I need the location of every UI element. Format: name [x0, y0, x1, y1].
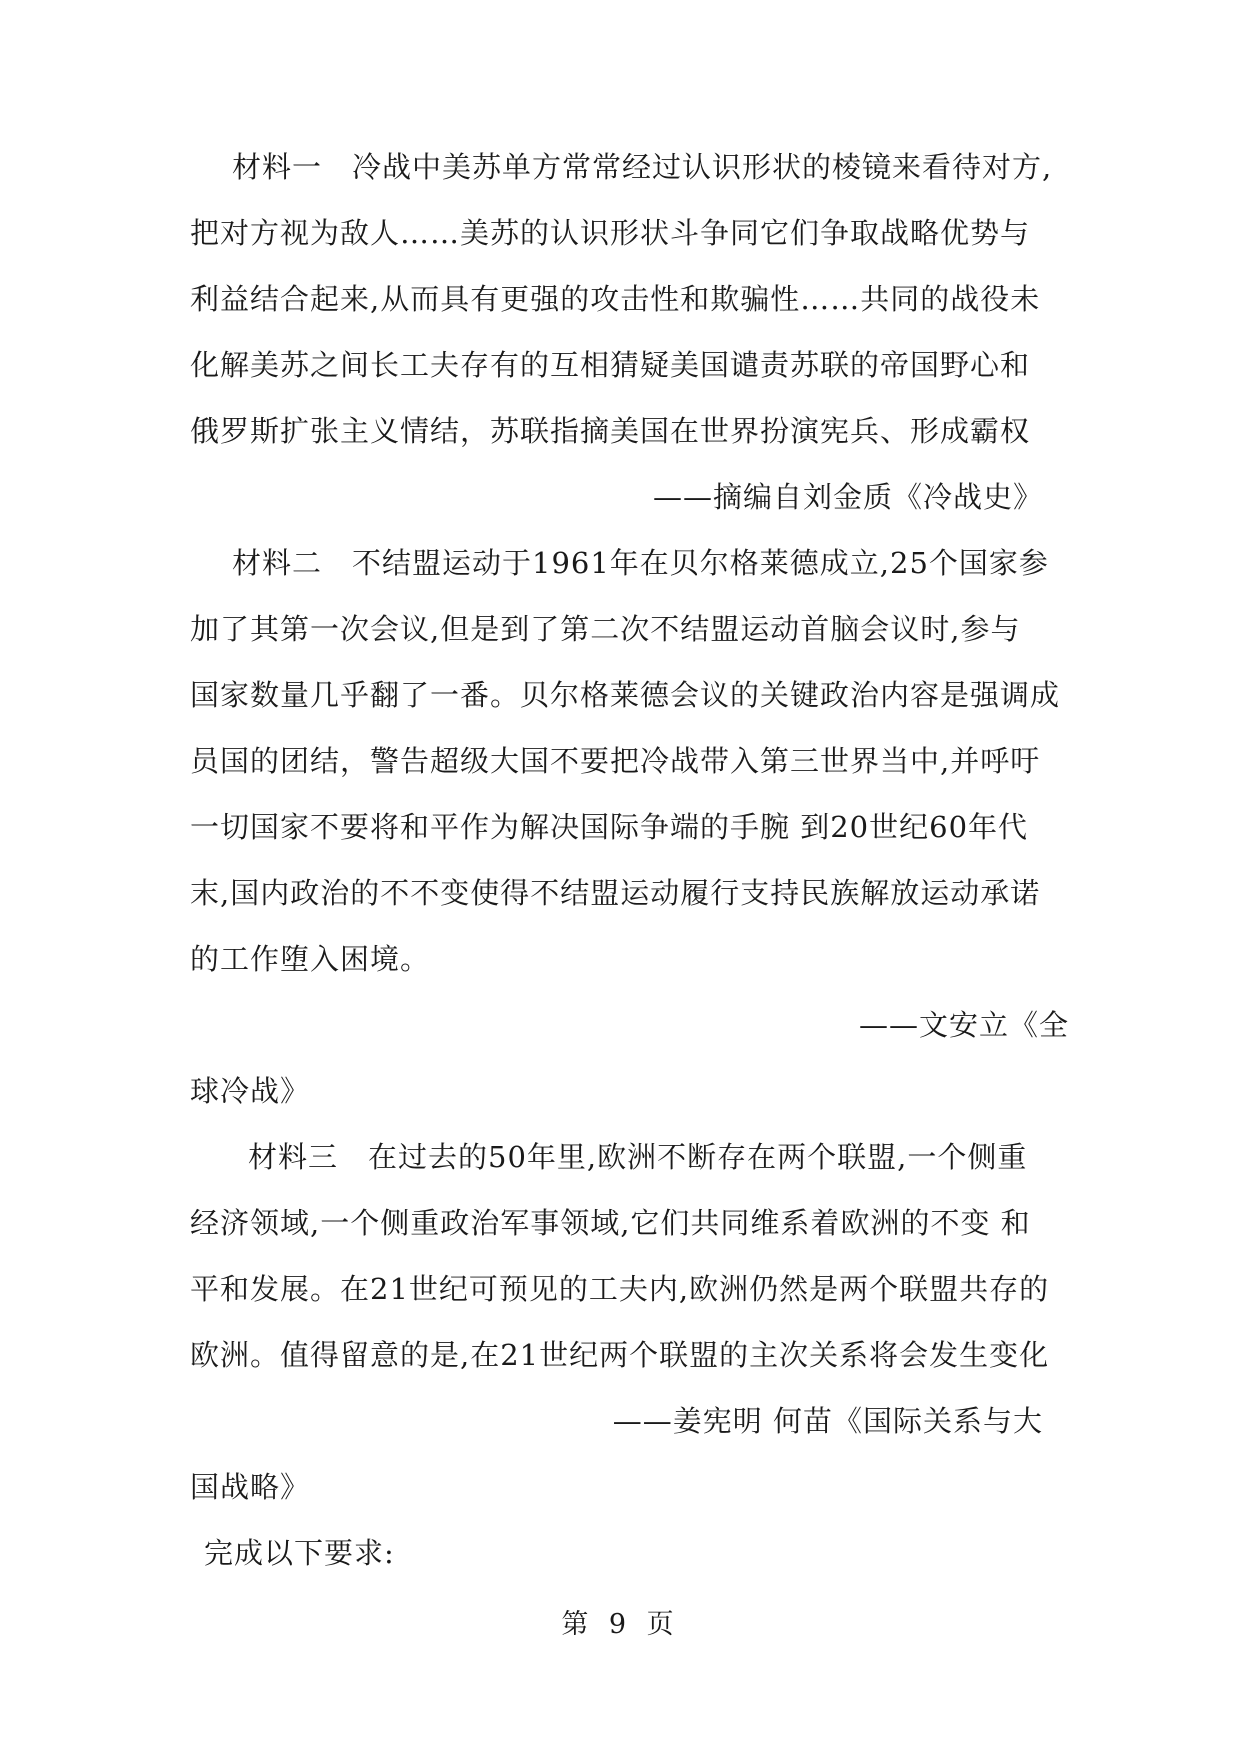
material2-source-2: 球冷战》: [190, 1074, 311, 1108]
material1-line-3: 利益结合起来,从而具有更强的攻击性和欺骗性……共同的战役未: [190, 282, 1041, 316]
material1-source: ——摘编自刘金质《冷战史》: [652, 480, 1043, 514]
material1-line-2: 把对方视为敌人……美苏的认识形状斗争同它们争取战略优势与: [190, 216, 1031, 250]
material2-line-6: 末,国内政治的不不变使得不结盟运动履行支持民族解放运动承诺: [190, 876, 1041, 910]
material2-line-7: 的工作堕入困境。: [190, 942, 431, 976]
material3-source-1: ——姜宪明 何苗《国际关系与大: [612, 1404, 1043, 1438]
material3-line-2: 经济领域,一个侧重政治军事领域,它们共同维系着欧洲的不变 和: [190, 1206, 1031, 1240]
material3-line-1: 材料三 在过去的50年里,欧洲不断存在两个联盟,一个侧重: [248, 1140, 1028, 1174]
material3-line-3: 平和发展。在21世纪可预见的工夫内,欧洲仍然是两个联盟共存的: [190, 1272, 1050, 1306]
material2-line-5: 一切国家不要将和平作为解决国际争端的手腕 到20世纪60年代: [190, 810, 1029, 844]
material1-line-5: 俄罗斯扩张主义情结，苏联指摘美国在世界扮演宪兵、形成霸权: [190, 414, 1031, 448]
material2-source-1: ——文安立《全: [858, 1008, 1069, 1042]
material2-line-1: 材料二 不结盟运动于1961年在贝尔格莱德成立,25个国家参: [232, 546, 1049, 580]
material3-line-4: 欧洲。值得留意的是,在21世纪两个联盟的主次关系将会发生变化: [190, 1338, 1050, 1372]
page-number: 第 9 页: [561, 1609, 680, 1640]
material2-line-2: 加了其第一次会议,但是到了第二次不结盟运动首脑会议时,参与: [190, 612, 1021, 646]
task-prompt: 完成以下要求:: [204, 1536, 395, 1570]
material1-line-1: 材料一 冷战中美苏单方常常经过认识形状的棱镜来看待对方,: [232, 150, 1053, 184]
material1-line-4: 化解美苏之间长工夫存有的互相猜疑美国谴责苏联的帝国野心和: [190, 348, 1031, 382]
material2-line-3: 国家数量几乎翻了一番。贝尔格莱德会议的关键政治内容是强调成: [190, 678, 1061, 712]
material2-line-4: 员国的团结，警告超级大国不要把冷战带入第三世界当中,并呼吁: [190, 744, 1041, 778]
material3-source-2: 国战略》: [190, 1470, 311, 1504]
